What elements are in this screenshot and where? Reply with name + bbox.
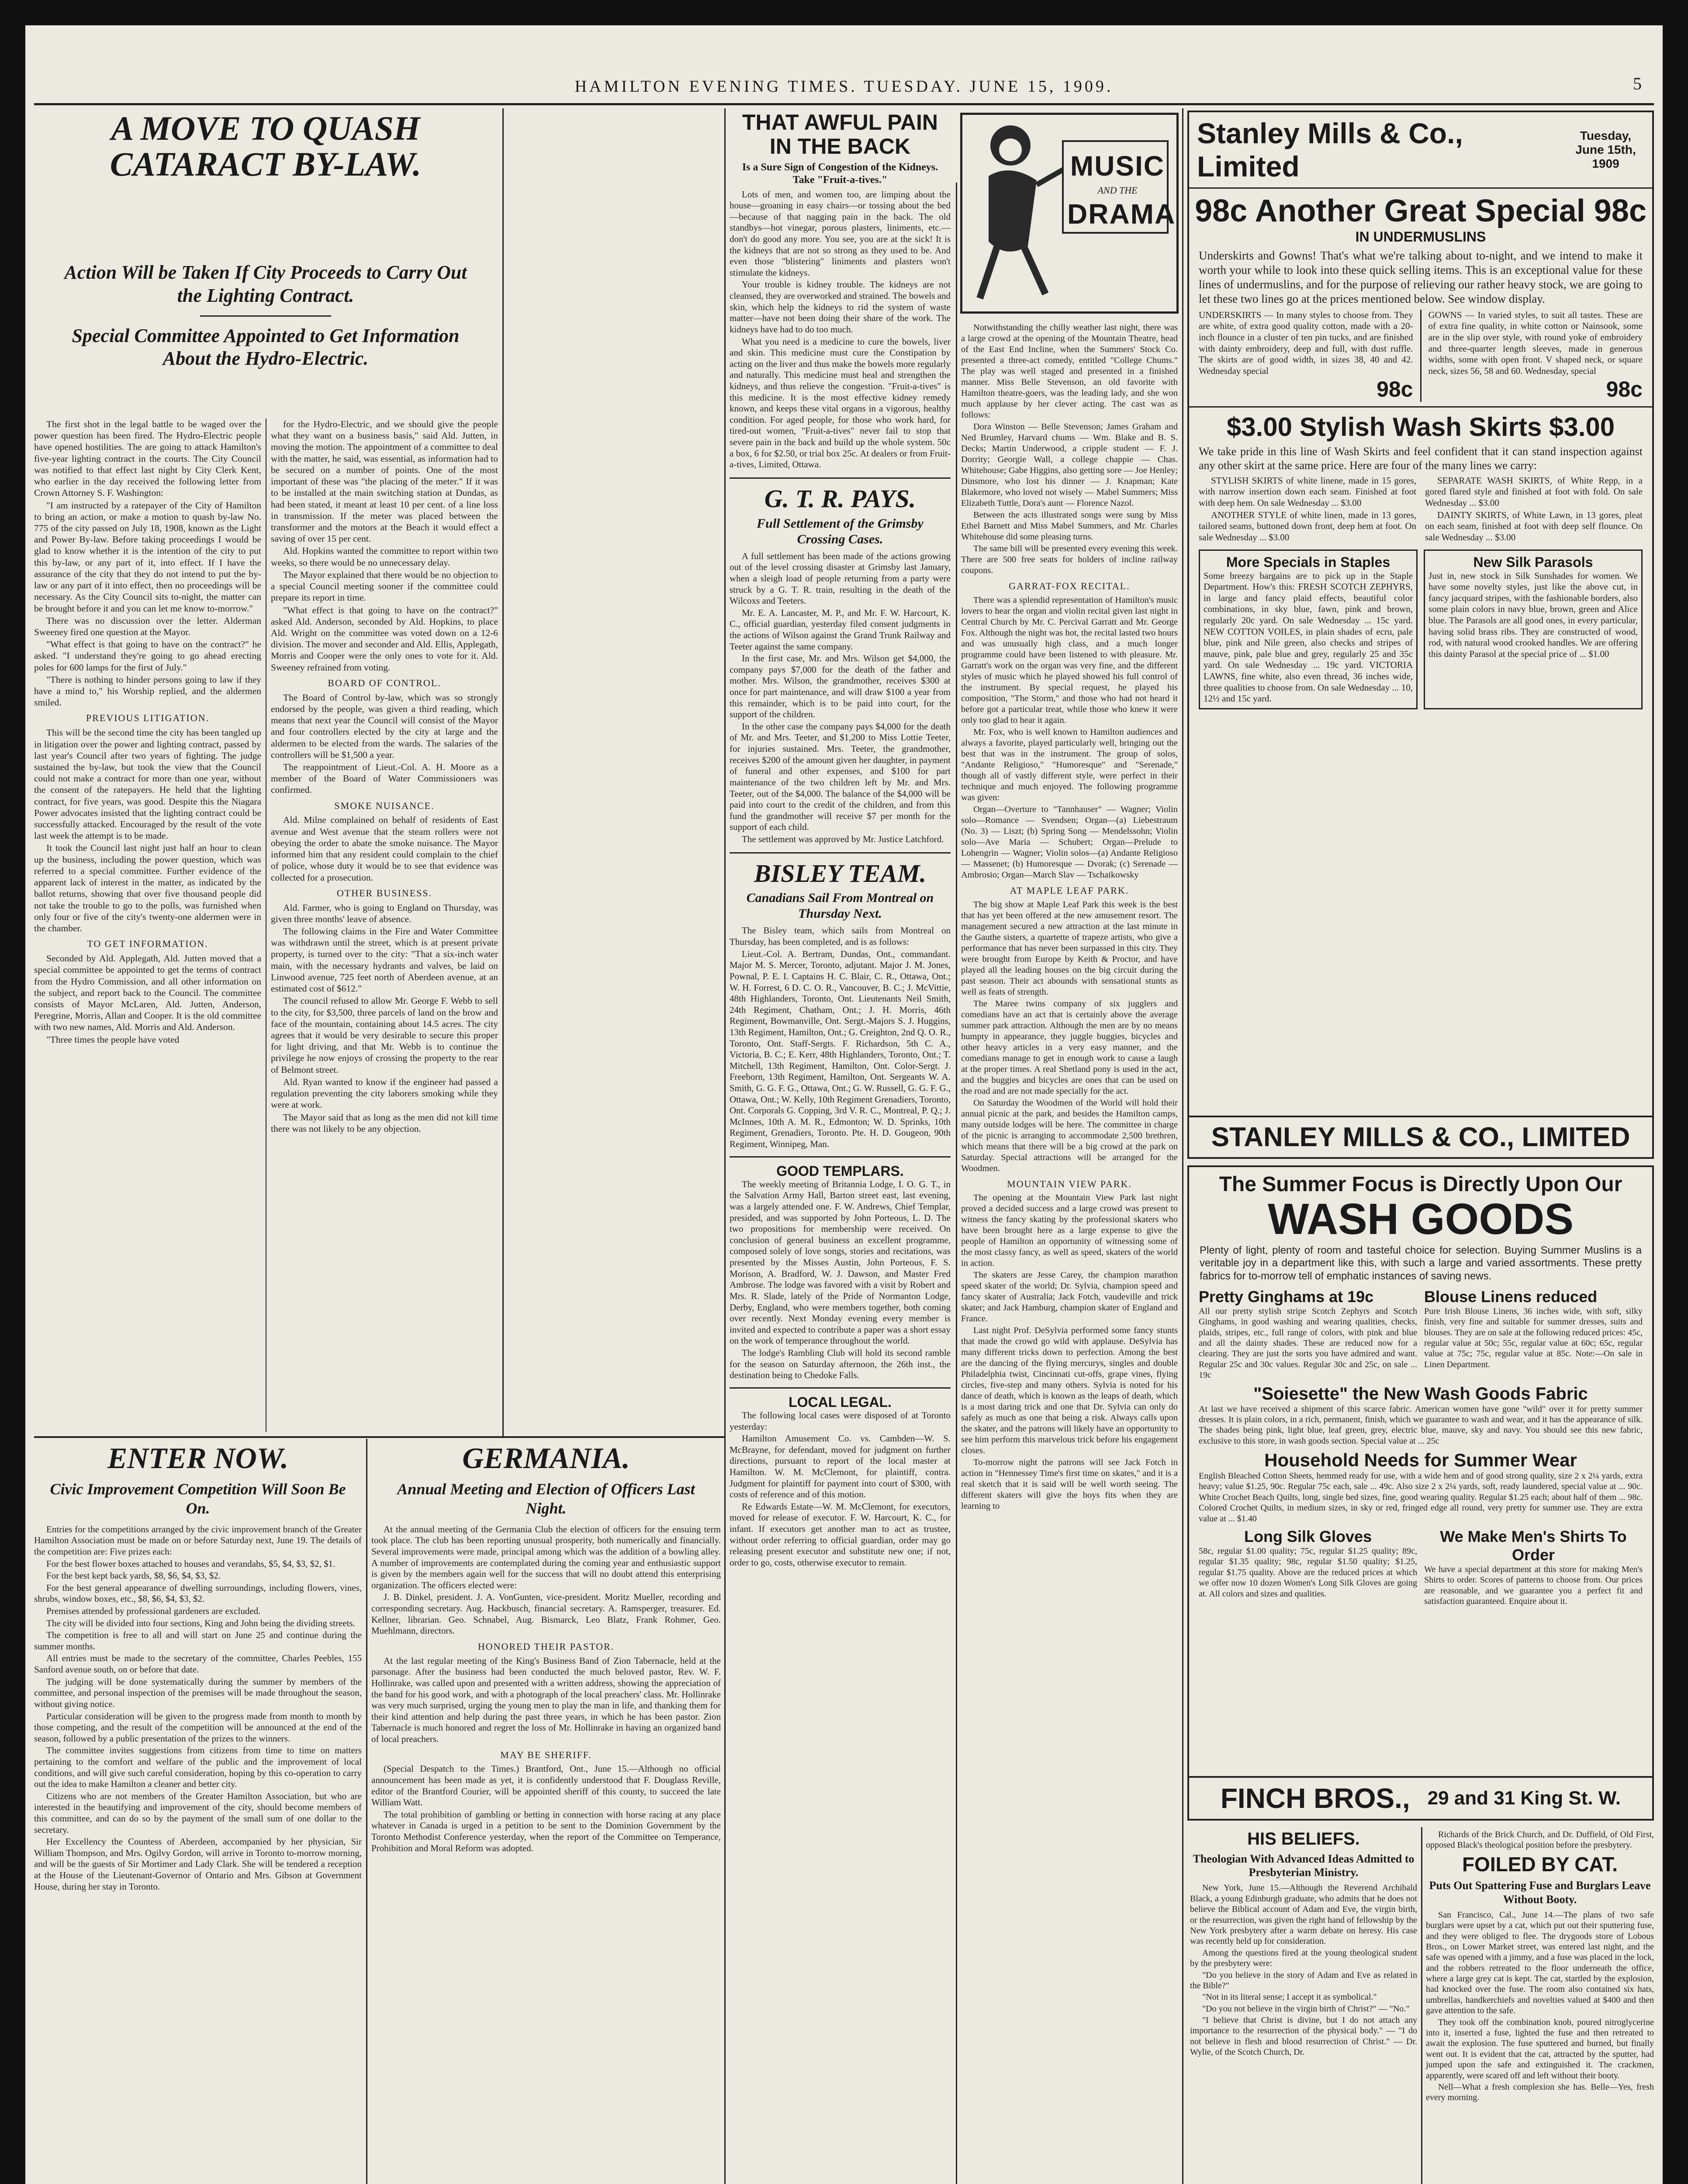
headline-cataract: A MOVE TO QUASH CATARACT BY-LAW. [110, 109, 422, 183]
column-rule [1182, 108, 1183, 2184]
household-text: English Bleached Cotton Sheets, hemmed ready for use, with a wide hem and of good strong quality, size 2 x 2¼ yards, extra heavy; value $1.25, 90c. Regular 75c each, sale ... 49c. Also size 2 x 2¼ yards, soft, ready laundered, special value at ... 90c. White Crochet Beach Quilts, long, single bed sizes, fine, good wearing quality. Regular $1.25 each; about half of them ... 98c. Colored Crochet Quilts, in medium sizes, in sky or red, fringed edge all round, very pretty for summer use. They are extra value at ... $1.40 [1199, 1471, 1643, 1524]
wash-goods-intro: Plenty of light, plenty of room and tasteful choice for selection. Buying Summer Muslins is a veritable joy in a department like this, with such a large and varied assortments. These pretty fabrics for to-morrow tell of emphatic instances of saving news. [1200, 1244, 1642, 1282]
cataract-article-col2: for the Hydro-Electric, and we should give the people what they want on a business basis," said Ald. Jutten, in moving the motion. The appointment of a committee to deal with the matter, he said, was essential, as information had to be secured on a number of points. One of the most important of these was "the placing of the meter." If it was to be installed at the main switching station at Dundas, as had been stated, it meant at least 10 per cent. of a line loss in transmission. If the meter was placed between the transformer and the motors at the Beach it would effect a saving of over 15 per cent. Ald. Hopkins wanted the committee to report within two weeks, so there would be no unnecessary delay. The Mayor explained that there would be no objection to a special Council meeting sooner if the committee could prepare its report in time. "What effect is that going to have on the contract?" asked Ald. Anderson, seconded by Ald. Hopkins, to place Ald. Wright on the committee was voted down on a 12-6 division. The mover and seconder and Ald. Ellis, Applegath, Morris and Cooper were the only ones to vote for it. Ald. Sweeney refrained from voting. BOARD OF CONTROL. The Board of Control by-law, which was so strongly endorsed by the people, was given a third reading, which means that next year the Council will consist of the Mayor and four controllers elected by the city at large and the aldermen to be elected from the wards. The salaries of the controllers will be $1,500 a year. The reappointment of Lieut.-Col. A. H. Moore as a member of the Board of Water Commissioners was confirmed. SMOKE NUISANCE. Ald. Milne complained on behalf of residents of East avenue and West avenue that the steam rollers were not obeying the order to abate the smoke nuisance. The Mayor informed him that any resident could complain to the chief of police, whose duty it would be to see that evidence was collected for a prosecution. OTHER BUSINESS. Ald. Farmer, who is going to England on Thursday, was given three months' leave of absence. The following claims in the Fire and Water Committee was withdrawn until the street, which is at present private property, is turned over to the city: "That a six-inch water main, with the necessary hydrants and valves, be laid on Linwood avenue, 725 feet north of Aberdeen avenue, at an estimated cost of $612." The council refused to allow Mr. George F. Webb to sell to the city, for $3,500, three parcels of land on the brow and face of the mountain, containing about 14.5 acres. The city agrees that it would be very desirable to secure this proper for light driving, and that Mr. Webb is to continue the privilege he now enjoys of crossing the property to the rear of Belmont street. Ald. Ryan wanted to know if the engineer had passed a regulation preventing the city laborers smoking while they were at work. The Mayor said that as long as the men did not kill time there was not likely to be any objection. [271, 419, 498, 1134]
headline-gtr-pays: G. T. R. PAYS. [764, 484, 916, 513]
headline-awful-pain: THAT AWFUL PAIN IN THE BACK [742, 110, 938, 159]
finch-name: FINCH BROS., [1220, 1783, 1410, 1814]
blouse-linens-title: Blouse Linens reduced [1424, 1287, 1598, 1306]
deck-bisley: Canadians Sail From Montreal on Thursday Next. [746, 891, 934, 921]
finch-address: 29 and 31 King St. W. [1427, 1787, 1621, 1809]
wash-skirts-title: $3.00 Stylish Wash Skirts $3.00 [1226, 412, 1615, 442]
deck-germania: Annual Meeting and Election of Officers Last Night. [397, 1480, 695, 1517]
wash-goods-title: WASH GOODS [1267, 1195, 1574, 1244]
gloves-text: 58c, regular $1.00 quality; 75c, regular $1.25 quality; 89c, regular $1.35 quality; 98c, regular $1.50 quality; $1.25, regular $1.75 quality. Above are the reduced prices at which we offer now 10 dozen Women's Long Silk Gloves are going at. All colors and sizes and qualities. [1199, 1546, 1417, 1599]
staples-text: Some breezy bargains are to pick up in the Staple Department. How's this: FRESH SCOTCH ZEPHYRS, in large and fancy plaid effects, beautiful color combinations, in sky blue, fawn, pink and brown, regularly 20c yard. On sale Wednesday ... 15c yard. NEW COTTON VOILES, in plain shades of ecru, pale blue, pink and Nile green, also checks and stripes of mauve, pink, pale blue and grey, regularly 25 and 35c yard. On sale Wednesday ... 19c yard. VICTORIA LAWNS, fine white, also even thread, 36 inches wide, three qualities to choose from. On sale Wednesday ... 10, 12½ and 15c yard. [1204, 570, 1413, 704]
subhead: MAY BE SHERIFF. [500, 1749, 592, 1760]
ad-company-name: Stanley Mills & Co., Limited [1197, 117, 1463, 183]
headline-good-templars: GOOD TEMPLARS. [776, 1163, 904, 1179]
divider [730, 1156, 951, 1158]
soiesette-title: "Soiesette" the New Wash Goods Fabric [1253, 1384, 1588, 1403]
banner-music: MUSIC [1070, 150, 1165, 182]
headline-germania: GERMANIA. [462, 1441, 630, 1475]
gloves-title: Long Silk Gloves [1244, 1527, 1372, 1546]
headline-bisley-team: BISLEY TEAM. [754, 859, 927, 888]
deck-special-committee: Special Committee Appointed to Get Information About the Hydro-Electric. [72, 325, 460, 370]
ad-date: Tuesday, June 15th, 1909 [1575, 129, 1636, 170]
banner-drama: DRAMA [1067, 198, 1176, 230]
column-rule [502, 108, 504, 1436]
column-4: Notwithstanding the chilly weather last night, there was a large crowd at the opening of the Mountain Theatre, head of the East End Incline, when the Summers' Stock Co. presented a three-act comedy, entitled "College Chums." The play was well staged and presented in a finished manner. Miss Belle Stevenson, an old favorite with Hamilton theatre-goers, was the leading lady, and she won much applause by her clever acting. The cast was as follows: Dora Winston — Belle Stevenson; James Graham and Ned Brumley, Harvard chums — Wm. Blake and B. S. Decks; Martin Underwood, a cripple student — F. J. Dorrity; Georgie Wall, a college chappie — Chas. Whitehouse; Gabe Higgins, also getting sore — Joe Henley; Dinsmore, who lost his dinner — J. Knapman; Kate Blakemore, who loved not wisely — Mabel Summers; Miss Elizabeth Tuttle, Dora's aunt — Florence Nazol. Between the acts illustrated songs were sung by Miss Ethel Barnett and Miss Mabel Summers, and Mr. Charles Whitehouse did some pleasing turns. The same bill will be presented every evening this week. There are 500 free seats for holders of incline railway coupons. GARRAT-FOX RECITAL. There was a splendid representation of Hamilton's music lovers to hear the organ and violin recital given last night in Central Church by Mr. C. Percival Garratt and Mr. George Fox. Although the night was hot, the recital lasted two hours and was unusually high class, and a much longer programme could have been listened to with pleasure. Mr. Garratt's work on the organ was very fine, and the different styles of music which he played showed his full control of the instrument. By special request, he played his composition, "The Storm," and those who had not heard it before got a particular treat, while those who knew it were only too glad to hear it again. Mr. Fox, who is well known to Hamilton audiences and always a favorite, played particularly well, bringing out the best that was in the instrument. The group of solos, "Andante Religioso," "Humoresque" and "Serenade," though all of vastly different style, were perfect in their technique and much enjoyed. The following programme was given: Organ—Overture to "Tannhauser" — Wagner; Violin solo—Romance — Svendsen; Organ—(a) Liebestraum (No. 3) — Liszt; (b) Spring Song — Mendelssohn; Violin solo—Ave Maria — Schubert; Organ—Prelude to Lohengrin — Wagner; Violin solos—(a) Andante Religioso — Massenet; (b) Humoresque — Dvorak; (c) Serenade — Ambrosio; Organ—March Slav — Tschaikowsky AT MAPLE LEAF PARK. The big show at Maple Leaf Park this week is the best that has yet been offered at the new amusement resort. The management secured a new attraction at the last minute in the Gauthe sisters, a quartette of trapeze artists, who give a performance that has never been surpassed in this city. They were brought from Europe by Keith & Proctor, and have played all the leading houses on the big circuit during the past season. Their act abounds with sensational stunts as well as feats of strength. The Maree twins company of six jugglers and comedians have an act that is certainly above the average summer park attraction. Although the men are by no means humpty in appearance, they juggle buggies, bicycles and other heavy articles in a very easy manner, and the comedians manage to get in enough work to cause a laugh at the proper times. A real Shetland pony is used in the act, and the buggies and bicycles are ones that can be used on the road and are not made specially for the act. On Saturday the Woodmen of the World will hold their annual picnic at the park, and besides the Hamilton camps, many outside lodges will be here. The committee in charge of the picnic is arranging to accommodate 2,500 brethren, which means that there will be a big crowd at the park on Saturday. Special attractions will be arranged for the Woodmen. MOUNTAIN VIEW PARK. The opening at the Mountain View Park last night proved a decided success and a large crowd was present to witness the fancy skating by the professional skaters who have been brought here as a large expense to give the people of Hamilton an opportunity of witnessing some of the most classy fancy, as well as speed, skaters of the world in action. The skaters are Jesse Carey, the champion marathon speed skater of the world; Dr. Sylvia, champion speed and fancy skater of Australia; Jack Fotch, vaudeville and trick skater; and Jack Hamburg, champion skater of England and France. Last night Prof. DeSylvia performed some fancy stunts that made the crowd go wild with applause. DeSylvia has many different tricks down to perfection. Among the best are the dancing of the flying mercurys, singles and double Philadelphia twist, Cincinnati cut-offs, grape vines, flying circles, five-step and many others. Sylvia is noted for his dance of death, which is known as the leaps of death, which is a most daring trick and one that Dr. Sylvia can only do safely as much as one that being a risk. Always calls upon the skater, and the patrons will likely have an opportunity to see him perform this marvelous trick before his engagement closes. To-morrow night the patrons will see Jack Fotch in action in "Hennessey Time's first time on skates," and it is a real sketch that it is said will be well worth seeing. The different skaters will give the boys fits when they are learning to [961, 323, 1178, 1511]
ad-special-98c: 98c Another Great Special 98c [1195, 194, 1646, 228]
ad-footer: STANLEY MILLS & CO., LIMITED [1211, 1122, 1630, 1152]
column-rule [724, 108, 726, 2184]
music-drama-banner [960, 113, 1179, 314]
banner-and-the: AND THE [1097, 185, 1138, 196]
headline-enter-now: ENTER NOW. [107, 1441, 289, 1475]
germania-article: GERMANIA. Annual Meeting and Election of Officers Last Night. At the annual meeting of the Germania Club the election of officers for the ensuing term took place. The club has been reporting unusual prosperity, both numerically and financially. Several improvements were made, principal among which was the addition of a bowling alley. A number of improvements are contemplated during the coming year and enthusiastic support is given by the members again well for the success that will no doubt attend this enterprising organization. The officers elected were: J. B. Dinkel, president. J. A. VonGunten, vice-president. Moritz Mueller, recording and corresponding secretary. Aug. Hackbusch, financial secretary. A. Ramsperger, treasurer. Ed. Kellner, librarian. Geo. Schnabel, Aug. Bismarck, Leo Blatz, Frank Rohmer, Geo. Muehlmann, directors. HONORED THEIR PASTOR. At the last regular meeting of the King's Business Band of Zion Tabernacle, held at the parsonage. After the business had been conducted the much beloved pastor, Rev. W. F. Hollinrake, was called upon and presented with a written address, showing the appreciation of the band for his good work, and with a photograph of the local preachers' class. Mr. Hollinrake was very much surprised, urging the young men to play the man in life, and thanking them for their kind attention and help during the past three years, in which he has been pastor. Zion Tabernacle is much honored and regret the loss of Mr. Hollinrake in having an organized band of local preachers. MAY BE SHERIFF. (Special Despatch to the Times.) Brantford, Ont., June 15.—Although no official announcement has been made as yet, it is confidently understood that F. Douglass Reville, editor of the Brantford Courier, will be appointed sheriff of this county, to succeed the late William Watt. The total prohibition of gambling or betting in connection with horse racing at any place whatever in Canada is urged in a petition to be sent to the Dominion Government by the Toronto Methodist Conference yesterday, when the report of the Committee on Temperance, Prohibition and Moral Reform was adopted. [371, 1441, 721, 1853]
subhead: GARRAT-FOX RECITAL. [1009, 581, 1130, 591]
subhead: HONORED THEIR PASTOR. [477, 1641, 615, 1652]
page-number: 5 [1633, 74, 1642, 93]
headline-foiled-by-cat: FOILED BY CAT. [1462, 1852, 1618, 1876]
ginghams-text: All our pretty stylish stripe Scotch Zephyrs and Scotch Ginghams, in good washing and wearing qualities, checks, plaids, stripes, etc., full range of colors, with pink and blue and all the dainty shades. These are reduced now for a clearing. They are just the sorts you have admired and want. Regular 25c and 30c values. Regular 30c and 25c, on sale ... 19c [1199, 1306, 1417, 1380]
divider [730, 852, 951, 854]
gowns-price: 98c [1606, 377, 1643, 402]
newspaper-page [25, 25, 1663, 2184]
column-rule [956, 183, 957, 2184]
cataract-article-col1: The first shot in the legal battle to be waged over the power question has been fired. The Hydro-Electric people have opened hostilities. The are going to attack Hamilton's five-year lighting contract in the courts. The City Council was notified to that effect last night by City Clerk Kent, who earlier in the day received the following letter from Crown Attorney S. F. Washington: "I am instructed by a ratepayer of the City of Hamilton to bring an action, or make a motion to quash by-law No. 775 of the city passed on July 18, 1908, known as the Light and Power By-law. Before taking proceedings I would be glad to know whether it is the intention of the city to put this by-law, or any part of it, into effect. If I have the assurance of the city that they do not intend to put the by-law or any part of it into effect, then no proceedings will be necessary. As the City Council sits to-night, the matter can be brought before it and you can let me know to-morrow." There was no discussion over the letter. Alderman Sweeney fired one question at the Mayor. "What effect is that going to have on the contract?" he asked. "I understand they're going to go ahead erecting poles for 600 lamps for the first of July." "There is nothing to hinder persons going to law if they have a mind to," his Worship replied, and the aldermen smiled. PREVIOUS LITIGATION. This will be the second time the city has been tangled up in litigation over the power and lighting contract, passed by last year's Council after two years of fighting. The judge sustained the by-law, but took the view that the Council could not make a contract for more than one year, without the consent of the ratepayers. He held that the lighting contract, for five years, was good. Despite this the Niagara Power advocates insisted that the lighting contract could be successfully attacked. Encouraged by the result of the vote last week the attempt is to be made. It took the Council last night just half an hour to clean up the business, including the power question, which was referred to a special committee. Further evidence of the apparent lack of interest in the matter, as indicated by the ballot returns, showing that over five thousand people did not take the trouble to go to the polls, was furnished when only four or five of the city's twenty-one aldermen were in the chamber. TO GET INFORMATION. Seconded by Ald. Applegath, Ald. Jutten moved that a special committee be appointed to get the terms of contract from the Hydro Commission, and all other information on the subject, and report back to the Council. The committee consists of Mayor McLaren, Ald. Jutten, Anderson, Peregrine, Morris, Allan and Cooper. It is the old committee with two new names, Ald. Morris and Ald. Anderson. "Three times the people have voted [34, 419, 261, 1045]
deck-his-beliefs: Theologian With Advanced Ideas Admitted to Presbyterian Ministry. [1193, 1852, 1415, 1879]
subhead: MOUNTAIN VIEW PARK. [1007, 1178, 1132, 1189]
deck-gtr: Full Settlement of the Grimsby Crossing Cases. [757, 516, 924, 546]
wash-goods-top: The Summer Focus is Directly Upon Our [1219, 1173, 1622, 1196]
wash-skirts-intro: We take pride in this line of Wash Skirts and feel confident that it can stand inspection against any other skirt at the same price. Here are four of the many lines we carry: [1199, 445, 1643, 472]
subhead: SMOKE NUISANCE. [334, 800, 435, 811]
column-3: THAT AWFUL PAIN IN THE BACK Is a Sure Sign of Congestion of the Kidneys. Take "Fruit-a-tives." Lots of men, and women too, are limping about the house—groaning in easy chairs—or tossing about the bed—because of that nagging pain in the back. The old standbys—hot vinegar, porous plasters, liniments, etc.—don't do good any more. You see, you are at the sick! It is the kidneys that are not so strong as they used to be. And even those "blistering" liniments and plasters won't stimulate the kidneys. Your trouble is kidney trouble. The kidneys are not cleansed, they are overworked and strained. The bowels and skin, which help the kidneys to rid the system of waste matter—have not been doing their share of the work. The kidneys have had to do too much. What you need is a medicine to cure the bowels, liver and skin. This medicine must cure the Constipation by acting on the liver and thus make the bowels more regularly and naturally. This medicine must heal and strengthen the kidneys, and thus relieve the congestion. "Fruit-a-tives" is this medicine. It is the most effective kidney remedy known, and keeps these vital organs in a vigorous, healthy condition. For aged people, for those who work hard, for tired-out women, "Fruit-a-tives" never fail to stop that severe pain in the back and build up the whole system. 50c a box, 6 for $2.50, or trial box 25c. At dealers or from Fruit-a-tives, Limited, Ottawa. G. T. R. PAYS. Full Settlement of the Grimsby Crossing Cases. A full settlement has been made of the actions growing out of the level crossing disaster at Grimsby last January, when a sleigh load of people returning from a party were struck by a G. T. R. train, resulting in the death of the Wilcoxs and Teeters. Mr. E. A. Lancaster, M. P., and Mr. F. W. Harcourt, K. C., official guardian, yesterday filed consent judgments in the actions of Wilson against the Grand Trunk Railway and Teeter against the same company. In the first case, Mr. and Mrs. Wilson get $4,000, the company pays $7,000 for the death of the father and mother. Mrs. Wilson, the grandmother, receives $300 at once for part maintenance, and will draw $100 a year from this remainder, which is to be paid into court, for the support of the children. In the other case the company pays $4,000 for the death of Mr. and Mrs. Teeter, and $1,200 to Miss Lottie Teeter, for injuries sustained. Mrs. Teeter, the grandmother, receives $200 of the amount given her daughter, in payment of funeral and other expenses, and $100 for part maintenance of the two children left by Mr. and Mrs. Teeter, out of the $4,000. The balance of the $4,000 will be paid into court to the credit of the children, and from this fund the grandmother will receive $7 per month for the support of each child. The settlement was approved by Mr. Justice Latchford. BISLEY TEAM. Canadians Sail From Montreal on Thursday Next. The Bisley team, which sails from Montreal on Thursday, has been completed, and is as follows: Lieut.-Col. A. Bertram, Dundas, Ont., commandant. Major M. S. Mercer, Toronto, adjutant. Major J. M. Jones, Pownal, P. E. I. Captains H. C. Blair, C. R., Ottawa, Ont.; W. H. Forrest, 6 D. C. O. R., Vancouver, B. C.; J. McVittie, 48th Highlanders, Toronto, Ont. Lieutenants Neil Smith, 24th Regiment, Chatham, Ont.; J. H. Morris, 46th Regiment, Bowmanville, Ont. Sergt.-Majors S. J. Huggins, 13th Regiment, Hamilton, Ont.; G. Creighton, 2nd Q. O. R., Toronto, Ont. Staff-Sergts. F. Richardson, 5th C. A., Victoria, B. C.; E. Kerr, 48th Highlanders, Toronto, Ont.; T. Mitchell, 13th Regiment, Hamilton, Ont. Color-Sergt. J. Freeborn, 13th Regiment, Hamilton, Ont. Sergeants W. A. Smith, G. G. F. G., Ottawa, Ont.; G. W. Russell, G. G. F. G., Ottawa, Ont.; W. Kelly, 10th Regiment Grenadiers, Toronto, Ont. Corporals G. Copping, 3rd V. R. C., Montreal, P. Q.; J. McInnes, 10th A. M. R., Edmonton; W. D. Sprinks, 10th Regiment, Grenadiers, Toronto. Pte. H. D. Gougeon, 90th Regiment, Winnipeg, Man. GOOD TEMPLARS. The weekly meeting of Britannia Lodge, I. O. G. T., in the Salvation Army Hall, Barton street east, last evening, was a largely attended one. F. W. Andrews, Chief Templar, presided, and was supported by John Porteous, L. D. The two propositions for membership were received. On conclusion of general business an excellent programme, composed solely of love songs, stories and recitations, was presented by the Misses Austin, John Porteous, F. S. Morison, A. Bradford, W. J. Dawson, and Master Fred Ambrose. The lodge was favored with a visit by Robert and Mrs. R. Slade, lately of the Pride of Normanton Lodge, Derby, England, who were members together, both coming over recently. Next Monday evening every member is invited and expected to contribute a paper was a short essay on the work of temperance throughout the world. The lodge's Rambling Club will hold its second ramble for the season on Saturday afternoon, the 26th inst., the destination being to Chedoke Falls. LOCAL LEGAL. The following local cases were disposed of at Toronto yesterday: Hamilton Amusement Co. vs. Cambden—W. S. McBrayne, for defendant, moved for judgment on further directions, pursuant to report of the local master at Hamilton. W. M. McClemont, for plaintiff, contra. Judgment for plaintiff for payment into court of $300, with costs of reference and of this motion. Re Edwards Estate—W. M. McClemont, for executors, moved for release of executor. F. W. Harcourt, K. C., for infant. If executors get another man to act as trustee, without order referring to official guardian, order may go releasing present executor and substitute new one; if not, order to go, costs, otherwise executor to remain. [730, 110, 951, 1568]
deck-foiled: Puts Out Spattering Fuse and Burglars Leave Without Booty. [1429, 1879, 1651, 1906]
section-rule [34, 1436, 724, 1438]
soiesette-text: At last we have received a shipment of this scarce fabric. American women have gone "wild" over it for pretty summer dresses. It is plain colors, in a rich, permanent, finish, which we guarantee to wash and wear, and it has the appearance of silk. The shades being pink, light blue, leaf green, grey, electric blue, mauve, sky and navy. You should see this new fabric, exclusive to this store, in wash goods section. Special value at ... 25c [1199, 1404, 1643, 1446]
enter-now-article: ENTER NOW. Civic Improvement Competition Will Soon Be On. Entries for the competitions arranged by the civic improvement branch of the Greater Hamilton Association must be made on or before Saturday next, June 19. The details of the competition are: Five prizes each: For the best flower boxes attached to houses and verandahs, $5, $4, $3, $2, $1. For the best kept back yards, $8, $6, $4, $3, $2. For the best general appearance of dwelling surroundings, including flowers, vines, shrubs, window boxes, etc., $8, $6, $4, $3, $2. Premises attended by professional gardeners are excluded. The city will be divided into four sections, King and John being the dividing streets. The competition is free to all and will start on June 25 and continue during the summer months. All entries must be made to the secretary of the committee, Charles Peebles, 155 Sanford avenue south, on or before that date. The judging will be done systematically during the summer by members of the committee, and personal inspection of the premises will be made throughout the season, without giving notice. Particular consideration will be given to the progress made from month to month by those competing, and the result of the competition will be announced at the end of the season, followed by a public presentation of the prizes to the winners. The committee invites suggestions from citizens from time to time on matters pertaining to the comfort and welfare of the public and the improvement of local conditions, and will give such careful consideration, hoping by this co-operation to carry out the idea to make Hamilton a cleaner and better city. Citizens who are not members of the Greater Hamilton Association, but who are interested in the beautifying and improvement of the city, should become members of this committee, and can do so by the payment of the small sum of one dollar to the secretary. Her Excellency the Countess of Aberdeen, accompanied by her physician, Sir William Thompson, and Mrs. Ogilvy Gordon, will arrive in Toronto to-morrow morning, and will be the guests of Sir Mortimer and Lady Clark. She will be tendered a reception at the House of the Lieutenant-Governor of Ontario and Mrs. Gibson at Government House, during her stay in Toronto. [34, 1441, 362, 1892]
subhead: TO GET INFORMATION. [87, 938, 208, 950]
subhead: AT MAPLE LEAF PARK. [1010, 885, 1129, 896]
subhead: BOARD OF CONTROL. [328, 677, 441, 688]
subhead: PREVIOUS LITIGATION. [86, 712, 209, 724]
cataract-decks [34, 261, 497, 410]
deck-cataract: Action Will be Taken If City Proceeds to Carry Out the Lighting Contract. [64, 262, 467, 306]
underskirts-price: 98c [1377, 377, 1413, 402]
column-rule [366, 1439, 367, 2184]
finch-bros-ad [1187, 1165, 1654, 1821]
ginghams-title: Pretty Ginghams at 19c [1199, 1287, 1374, 1306]
column-rule [1421, 1827, 1422, 2184]
deck-awful-pain: Is a Sure Sign of Congestion of the Kidneys. Take "Fruit-a-tives." [742, 162, 938, 186]
divider [730, 1387, 951, 1389]
divider [730, 477, 951, 479]
divider [200, 315, 331, 317]
gowns-text: GOWNS — In varied styles, to suit all tastes. These are of extra fine quality, in white cotton or Nainsook, some are in the slip over style, with round yoke of embroidery and three-quarter length sleeves, made in generous widths, some with open front. V shaped neck, or square neck, sizes 56, 58 and 60. Wednesday, special [1428, 309, 1643, 376]
shirts-text: We have a special department at this store for making Men's Shirts to order. Scores of patterns to choose from. Our prices are reasonable, and we guarantee you a perfect fit and satisfaction guaranteed. Enquire about it. [1424, 1565, 1643, 1607]
parasols-title: New Silk Parasols [1473, 554, 1593, 570]
masthead: HAMILTON EVENING TIMES. TUESDAY. JUNE 15, 1909. [574, 77, 1114, 96]
deck-enter-now: Civic Improvement Competition Will Soon Be On. [50, 1480, 346, 1517]
program-list: Organ—Overture to "Tannhauser" — Wagner; Violin solo—Romance — Svendsen; Organ—(a) Liebestraum (No. 3) — Liszt; (b) Spring Song — Mendelssohn; Violin solo—Ave Maria — Schubert; Organ—Prelude to Lohengrin — Wagner; Violin solos—(a) Andante Religioso — Massenet; (b) Humoresque — Dvorak; (c) Serenade — Ambrosio; Organ—March Slav — Tschaikowsky [961, 804, 1178, 880]
foiled-by-cat-article: Richards of the Brick Church, and Dr. Duffield, of Old First, opposed Black's theological position before the presbytery. FOILED BY CAT. Puts Out Spattering Fuse and Burglars Leave Without Booty. San Francisco, Cal., June 14.—The plans of two safe burglars were upset by a cat, which put out their sputtering fuse, and they were obliged to flee. The drygoods store of Lobous Bros., on Lower Market street, was entered last night, and the safe was opened with a jimmy, and a fuse was placed in the lock, and the robbers retreated to the floor underneath the office, where a large grey cat is kept. The cat, startled by the explosion, had knocked over the fuse. The room also contained six hats, umbrellas, handkerchiefs and novelties valued at $400 and then gave attention to the safe. They took off the combination knob, poured nitroglycerine into it, inserted a fuse, lighted the fuse and then retreated to await the explosion. The fuse sputtered and burned, but finally went out. It is evident that the cat, attracted by the sputter, had jumped upon the safe and extinguished it. The crackmen, apparently, were scared off and left without their booty. Nell—What a fresh complexion she has. Belle—Yes, fresh every morning. [1426, 1830, 1654, 2103]
subhead: OTHER BUSINESS. [336, 887, 432, 898]
headline-local-legal: LOCAL LEGAL. [789, 1394, 892, 1410]
headline-his-beliefs: HIS BELIEFS. [1247, 1829, 1360, 1849]
blouse-linens-text: Pure Irish Blouse Linens, 36 inches wide, with soft, silky finish, very fine and suitable for summer dresses, suits and blouses. They are on sale at the following reduced prices: 45c, regular value at 50c; 55c, regular value at 60c; 65c, regular value at 75c; 75c, regular value at 85c. Note:—On sale in Linen Department. [1424, 1306, 1643, 1369]
officer-list: J. B. Dinkel, president. J. A. VonGunten, vice-president. Moritz Mueller, recording and corresponding secretary. Aug. Hackbusch, financial secretary. A. Ramsperger, treasurer. Ed. Kellner, librarian. Geo. Schnabel, Aug. Bismarck, Leo Blatz, Frank Rohmer, Geo. Muehlmann, directors. [371, 1592, 721, 1636]
shirts-title: We Make Men's Shirts To Order [1440, 1527, 1627, 1564]
ad-special-sub: IN UNDERMUSLINS [1355, 229, 1486, 245]
masthead-rule [34, 103, 1654, 105]
cast-list: Dora Winston — Belle Stevenson; James Graham and Ned Brumley, Harvard chums — Wm. Blake and B. S. Decks; Martin Underwood, a cripple student — F. J. Dorrity; Georgie Wall, a college chappie — Chas. Whitehouse; Gabe Higgins, also getting sore — Joe Henley; Dinsmore, who lost his dinner — J. Knapman; Kate Blakemore, who loved not wisely — Mabel Summers; Miss Elizabeth Tuttle, Dora's aunt — Florence Nazol. [961, 422, 1178, 508]
staples-title: More Specials in Staples [1226, 554, 1391, 570]
ad-intro: Underskirts and Gowns! That's what we're talking about to-night, and we intend to make it worth your while to look into these quick selling items. This is an exceptional value for these lines of undermuslins, and for the purpose of relieving our rather heavy stock, we are going to let these two lines go at the prices mentioned below. See window display. [1199, 249, 1643, 305]
parasols-text: Just in, new stock in Silk Sunshades for women. We have some novelty styles, just like the above cut, in fancy jacquard stripes, with the fashionable borders, also some plain colors in navy blue, brown, green and Alice blue. The Parasols are all good ones, in every particular, having solid brass ribs. They are constructed of wood, rod, with natural wood crooked handles. We are offering this dainty Parasol at the special price of ... $1.00 [1429, 570, 1638, 659]
underskirts-text: UNDERSKIRTS — In many styles to choose from. They are white, of extra good quality cotton, made with a 20-inch flounce in a cluster of ten pin tucks, and are finished with dainty embroidery, deep and full, with dust ruffle. The skirts are of good width, in sizes 38, 40 and 42. Wednesday special [1199, 309, 1413, 376]
his-beliefs-article: HIS BELIEFS. Theologian With Advanced Ideas Admitted to Presbyterian Ministry. New York, June 15.—Although the Reverend Archibald Black, a young Edinburgh graduate, who admits that he does not believe the Biblical account of Adam and Eve, the virgin birth, or the resurrection, was given the right hand of fellowship by the New York presbytery after a warm debate on heresy. His case was recently held up for consideration. Among the questions fired at the young theological student by the presbytery were: "Do you believe in the story of Adam and Eve as related in the Bible?" "Not in its literal sense; I accept it as symbolical." "Do you not believe in the virgin birth of Christ?" — "No." "I believe that Christ is divine, but I do not attach any importance to the resurrection of the physical body." — "I do not believe in flesh and blood resurrection of Christ." — Dr. Wylie, of the Scotch Church, Dr. [1190, 1829, 1417, 2057]
household-title: Household Needs for Summer Wear [1264, 1450, 1577, 1471]
stanley-mills-ad: Stanley Mills & Co., Limited Tuesday, June 15th, 1909 98c Another Great Special 98c IN UNDERMUSLINS Underskirts and Gowns! That's what we're talking about to-night, and we intend to make it worth your while to look into these quick selling items. This is an exceptional value for these lines of undermuslins, and for the purpose of relieving our rather heavy stock, we are going to let these two lines go at the prices mentioned below. See window display. UNDERSKIRTS — In many styles to choose from. They are white, of extra good quality cotton, made with a 20-inch flounce in a cluster of ten pin tucks, and are finished with dainty embroidery, deep and full, with dust ruffle. The skirts are of good width, in sizes 38, 40 and 42. Wednesday special 98c GOWNS — In varied styles, to suit all tastes. These are of extra fine quality, in white cotton or Nainsook, some are in the slip over style, with round yoke of embroidery and three-quarter length sleeves, made in generous widths, some with open front. V shaped neck, or square neck, sizes 56, 58 and 60. Wednesday, special 98c $3.00 Stylish Wash Skirts $3.00 We take pride in this line of Wash Skirts and feel confident that it can stand inspection against any other skirt at the same price. Here are four of the many lines we carry: STYLISH SKIRTS of white linene, made in 15 gores, with narrow insertion down each seam. Finished at foot with deep hem. On sale Wednesday ... $3.00 ANOTHER STYLE of white linen, made in 13 gores, tailored seams, buttoned down front, deep hem at foot. On sale Wednesday ... $3.00 SEPARATE WASH SKIRTS, of White Repp, in a gored flared style and finished at foot with fold. On sale Wednesday ... $3.00 DAINTY SKIRTS, of White Lawn, in 13 gores, pleat on each seam, finished at foot with deep self flounce. On sale Wednesday ... $3.00 More Specials in Staples Some breezy bargains are to pick up in the Staple Department. How's this: FRESH SCOTCH ZEPHYRS, in large and fancy plaid effects, beautiful color combinations, in sky blue, fawn, pink and brown, regularly 20c yard. On sale Wednesday ... 15c yard. NEW COTTON VOILES, in plain shades of ecru, pale blue, pink and Nile green, also checks and stripes of mauve, pink, pale blue and grey, regularly 25 and 35c yard. On sale Wednesday ... 19c yard. VICTORIA LAWNS, fine white, also even thread, 36 inches wide, three qualities to choose from. On sale Wednesday ... 10, 12½ and 15c yard. New Silk Parasols Just in, new stock in Silk Sunshades for women. We have some novelty styles, just like the above cut, in fancy jacquard stripes, with the fashionable borders, also some plain colors in navy blue, brown, green and Alice blue. The Parasols are all good ones, in every particular, having solid brass ribs. They are constructed of wood, rod, with natural wood crooked handles. We are offering this dainty Parasol at the special price of ... $1.00 STANLEY MILLS & CO., LIMITED [1187, 111, 1654, 1159]
